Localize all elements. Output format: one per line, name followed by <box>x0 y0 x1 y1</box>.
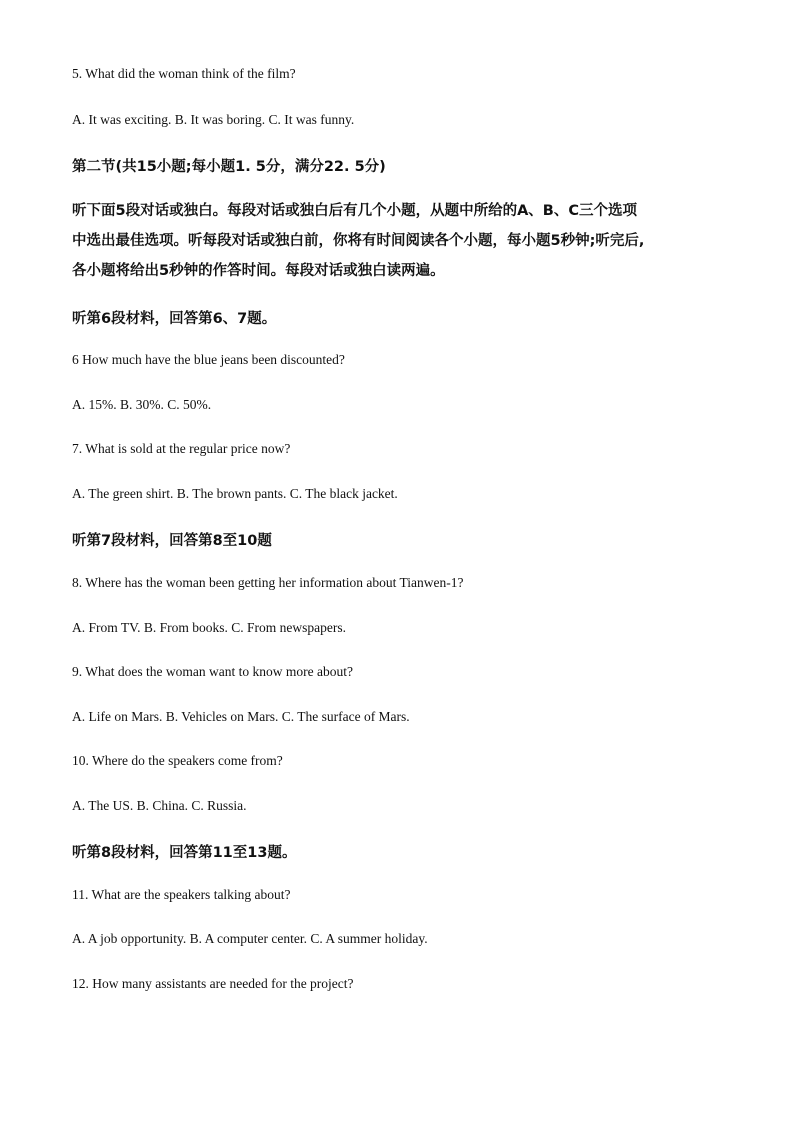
question-8-options: A. From TV. B. From books. C. From newspapers. <box>72 620 347 635</box>
question-12: 12. How many assistants are needed for the project? <box>72 976 354 991</box>
question-11: 11. What are the speakers talking about? <box>72 887 291 902</box>
section-2-instructions <box>72 196 732 286</box>
material-7-heading: 听第7段材料，回答第8至10题 <box>72 533 272 549</box>
question-7-options: A. The green shirt. B. The brown pants. C. The black jacket. <box>72 486 398 501</box>
question-11-options: A. A job opportunity. B. A computer center. C. A summer holiday. <box>72 931 428 946</box>
question-5-options: A. It was exciting. B. It was boring. C. It was funny. <box>72 112 355 127</box>
question-7: 7. What is sold at the regular price now? <box>72 441 291 456</box>
question-5: 5. What did the woman think of the film? <box>72 66 296 81</box>
question-10-options: A. The US. B. China. C. Russia. <box>72 798 247 813</box>
question-9-options: A. Life on Mars. B. Vehicles on Mars. C. The surface of Mars. <box>72 709 410 724</box>
instruction-line: 各小题将给出5秒钟的作答时间。每段对话或独白读两遍。 <box>72 263 445 279</box>
question-8: 8. Where has the woman been getting her information about Tianwen-1? <box>72 575 464 590</box>
material-8-heading: 听第8段材料，回答第11至13题。 <box>72 845 297 861</box>
instruction-line: 听下面5段对话或独白。每段对话或独白后有几个小题，从题中所给的A、B、C三个选项 <box>72 203 638 219</box>
material-6-heading: 听第6段材料，回答第6、7题。 <box>72 311 277 327</box>
question-10: 10. Where do the speakers come from? <box>72 753 283 768</box>
question-6: 6 How much have the blue jeans been discounted? <box>72 352 345 367</box>
instruction-line: 中选出最佳选项。听每段对话或独白前，你将有时间阅读各个小题，每小题5秒钟;听完后, <box>72 233 645 249</box>
section-2-heading: 第二节(共15小题;每小题1. 5分，满分22. 5分) <box>72 159 386 175</box>
question-9: 9. What does the woman want to know more about? <box>72 664 353 679</box>
question-6-options: A. 15%. B. 30%. C. 50%. <box>72 397 212 412</box>
